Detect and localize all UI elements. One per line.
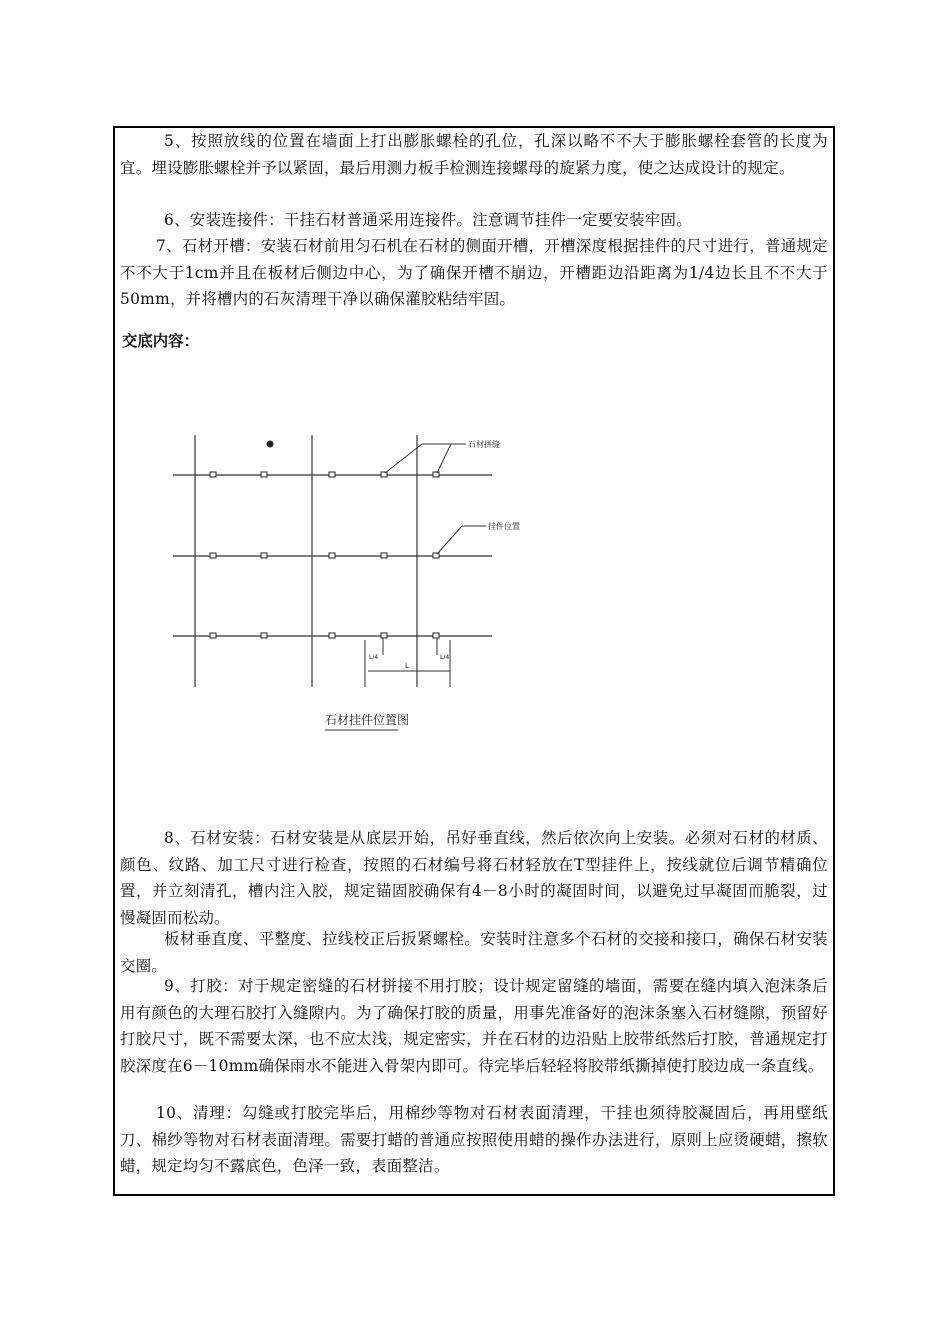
paragraph-6: 6、安装连接件：干挂石材普通采用连接件。注意调节挂件一定要安装牢固。 — [164, 211, 692, 229]
paragraph-5: 5、按照放线的位置在墙面上打出膨胀螺栓的孔位，孔深以略不不大于膨胀螺栓套管的长度为宜。埋设膨胀螺栓并予以紧固，最后用测力板手检测连接螺母的旋紧力度，使之达成设计的规定。 — [120, 132, 828, 177]
paragraph-10: 10、清理：勾缝或打胶完毕后，用棉纱等物对石材表面清理，干挂也须待胶凝固后，再用壁纸刀、棉纱等物对石材表面清理。需要打蜡的普通应按照使用蜡的操作办法进行，原则上应烫硬蜡，擦软蜡，规定均匀不露底色，色泽一致，表面整洁。 — [120, 1104, 828, 1175]
hanger-label: 挂件位置 — [488, 522, 520, 531]
joint-label: 石材拼缝 — [468, 440, 500, 449]
paragraph-8-continued: 板材垂直度、平整度、拉线校正后扳紧螺栓。安装时注意多个石材的交接和接口，确保石材安装交圈。 — [120, 930, 828, 975]
paragraph-7: 7、石材开槽：安装石材前用匀石机在石材的侧面开槽，开槽深度根据挂件的尺寸进行，普通规定不不大于1cm并且在板材后侧边中心，为了确保开槽不崩边，开槽距边沿距离为1/4边长且不不大于50mm，并将槽内的石灰清理干净以确保灌胶粘结牢固。 — [120, 237, 828, 308]
dot-mark — [267, 441, 274, 448]
section-heading: 交底内容： — [122, 332, 199, 350]
diagram-caption: 石材挂件位置图 — [325, 713, 410, 727]
paragraph-8: 8、石材安装：石材安装是从底层开始，吊好垂直线，然后依次向上安装。必须对石材的材质、颜色、纹路、加工尺寸进行检查，按照的石材编号将石材轻放在T型挂件上，按线就位后调节精确位置，并立刻清孔，槽内注入胶，规定锚固胶确保有4－8小时的凝固时间，以避免过早凝固而脆裂，过慢凝固而松动。 — [120, 829, 828, 927]
quarter-length-label-left: L/4 — [369, 654, 379, 661]
hanger-position-diagram — [160, 425, 560, 745]
paragraph-9: 9、打胶：对于规定密缝的石材拼接不用打胶；设计规定留缝的墙面，需要在缝内填入泡沫条后用有颜色的大理石胶打入缝隙内。为了确保打胶的质量，用事先准备好的泡沫条塞入石材缝隙，预留好打胶尺寸，既不需要太深，也不应太浅，规定密实，并在石材的边沿贴上胶带纸然后打胶，普通规定打胶深度在6－10mm确保雨水不能进入骨架内即可。待完毕后轻轻将胶带纸撕掉使打胶边成一条直线。 — [120, 977, 828, 1075]
length-label: L — [405, 662, 409, 670]
quarter-length-label-right: L/4 — [440, 654, 450, 661]
